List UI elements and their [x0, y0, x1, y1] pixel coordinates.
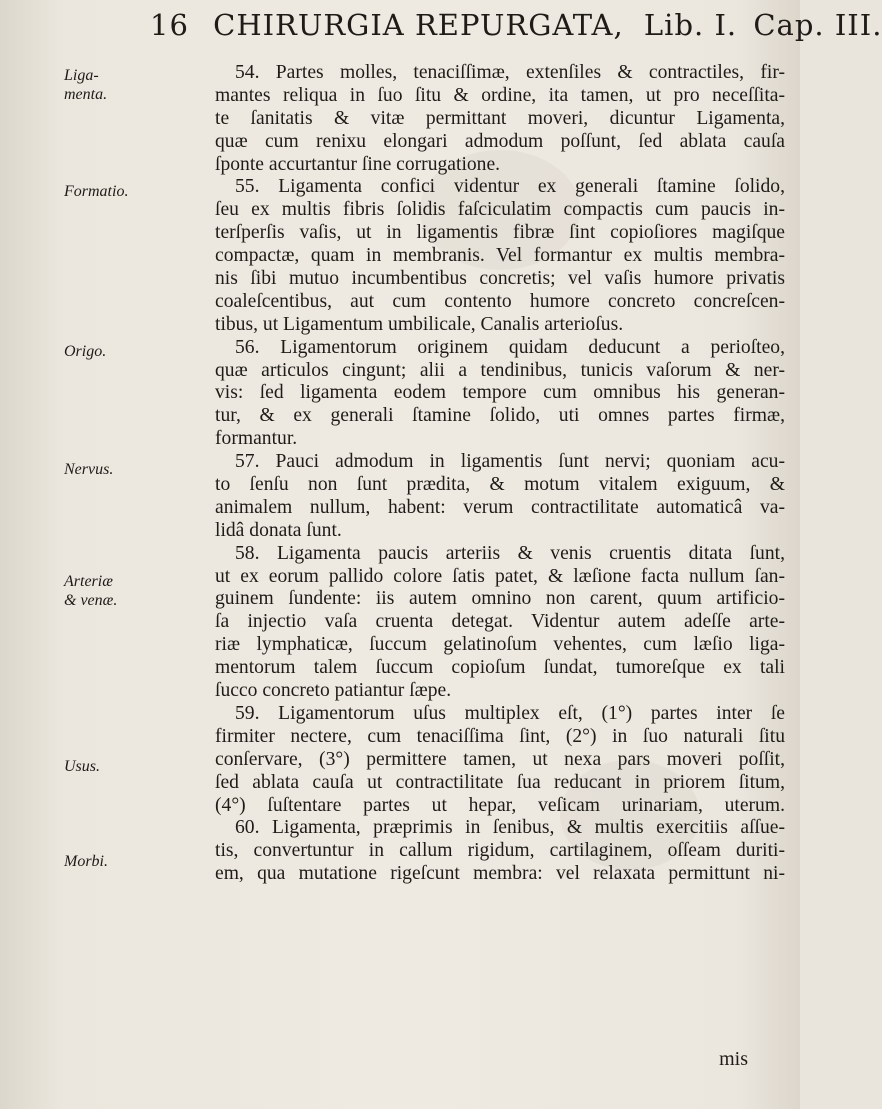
- margin-note-line: Liga-: [64, 67, 99, 84]
- margin-note-formatio: [64, 182, 154, 201]
- text-line: mantes reliqua in ſuo ſitu & ordine, ita tamen, ut pro neceſſita-: [215, 84, 785, 106]
- margin-note-line: menta.: [64, 86, 108, 103]
- text-line: 54. Partes molles, tenaciſſimæ, extenſiles & contractiles, fir-: [235, 62, 785, 83]
- text-line: firmiter nectere, cum tenaciſſima ſint, (2°) in ſuo naturali ſitu: [215, 725, 785, 747]
- text-line: ſponte accurtantur ſine corrugatione.: [215, 153, 501, 175]
- text-line: 55. Ligamenta confici videntur ex generali ſtamine ſolido,: [235, 176, 785, 198]
- page-number: 16: [150, 8, 189, 42]
- text-line: ut ex eorum pallido colore ſatis patet, & læſione facta nullum ſan-: [215, 565, 785, 587]
- margin-note-line: Usus.: [64, 758, 101, 775]
- text-line: guinem ſundente: iis autem omnino non carent, quum artificio-: [215, 588, 785, 610]
- margin-note-nervus: [64, 460, 154, 479]
- text-line: ſed ablata cauſa ut contractilitate ſua reducant in priorem ſitum,: [215, 771, 785, 793]
- text-line: coaleſcentibus, aut cum contento humore concreto concreſcen-: [215, 290, 785, 312]
- margin-note-origo: [64, 342, 154, 361]
- text-line: vis: ſed ligamenta eodem tempore cum omnibus his generan-: [215, 382, 785, 404]
- text-line: 57. Pauci admodum in ligamentis ſunt nervi; quoniam acu-: [235, 451, 785, 473]
- margin-note-morbi: [64, 852, 154, 871]
- margin-note-line: & venæ.: [64, 592, 118, 609]
- text-line: nis ſibi mutuo incumbentibus concretis; vel vaſis humore privatis: [215, 268, 785, 290]
- text-line: tur, & ex generali ſtamine ſolido, uti omnes partes firmæ,: [215, 405, 785, 427]
- text-line: 59. Ligamentorum uſus multiplex eſt, (1°) partes inter ſe: [235, 702, 785, 724]
- text-line: 58. Ligamenta paucis arteriis & venis cruentis ditata ſunt,: [235, 542, 785, 564]
- margin-note-line: Formatio.: [64, 183, 129, 200]
- text-line: 60. Ligamenta, præprimis in ſenibus, & multis exercitiis aſſue-: [235, 817, 785, 839]
- margin-note-line: Morbi.: [64, 853, 108, 870]
- body-text: [215, 62, 785, 886]
- text-line: (4°) ſuſtentare partes ut hepar, veſicam urinariam, uterum.: [215, 794, 785, 816]
- running-header: [150, 8, 882, 42]
- text-line: mentorum talem ſuccum copioſum ſundat, tumoreſque ex tali: [215, 657, 785, 679]
- text-line: compactæ, quam in membranis. Vel formantur ex multis membra-: [215, 245, 785, 267]
- text-line: animalem nullum, habent: verum contractilitate automaticâ va-: [215, 496, 785, 518]
- catchword: mis: [719, 1048, 748, 1070]
- book-ref: Lib. I.: [643, 8, 738, 42]
- text-line: tibus, ut Ligamentum umbilicale, Canalis arterioſus.: [215, 313, 624, 335]
- text-line: to ſenſu non ſunt prædita, & motum vitalem exiguum, &: [215, 474, 785, 496]
- running-title: CHIRURGIA REPURGATA,: [213, 8, 624, 42]
- text-line: te ſanitatis & vitæ permittant moveri, dicuntur Ligamenta,: [215, 107, 785, 129]
- text-line: 56. Ligamentorum originem quidam deducunt a perioſteo,: [235, 336, 785, 358]
- text-line: formantur.: [215, 428, 298, 450]
- text-line: tis, convertuntur in callum rigidum, cartilaginem, oſſeam duriti-: [215, 840, 785, 862]
- margin-note-usus: [64, 757, 154, 776]
- chapter-ref: Cap. III.: [753, 8, 882, 42]
- text-line: quæ articulos cingunt; alii a tendinibus, tunicis vaſorum & ner-: [215, 359, 785, 381]
- text-line: conſervare, (3°) permittere tamen, ut nexa pars moveri poſſit,: [215, 748, 785, 770]
- text-line: quæ cum renixu elongari admodum poſſunt, ſed ablata cauſa: [215, 130, 785, 152]
- text-line: em, qua mutatione rigeſcunt membra: vel relaxata permittunt ni-: [215, 863, 785, 885]
- margin-note-line: Origo.: [64, 343, 107, 360]
- text-line: lidâ donata ſunt.: [215, 519, 342, 541]
- margin-note-line: Nervus.: [64, 461, 114, 478]
- text-line: ſa injectio vaſa cruenta detegat. Videntur autem adeſſe arte-: [215, 611, 785, 633]
- text-line: terſperſis vaſis, ut in ligamentis fibræ ſint copioſiores magiſque: [215, 222, 785, 244]
- text-line: riæ lymphaticæ, ſuccum gelatinoſum vehentes, cum læſio liga-: [215, 634, 785, 656]
- text-line: ſeu ex multis fibris ſolidis faſciculatim compactis cum paucis in-: [215, 199, 785, 221]
- margin-note-arteriae: [64, 572, 154, 610]
- margin-note-line: Arteriæ: [64, 573, 113, 590]
- margin-note-ligamenta: [64, 66, 154, 104]
- text-line: ſucco concreto patiantur ſæpe.: [215, 680, 452, 702]
